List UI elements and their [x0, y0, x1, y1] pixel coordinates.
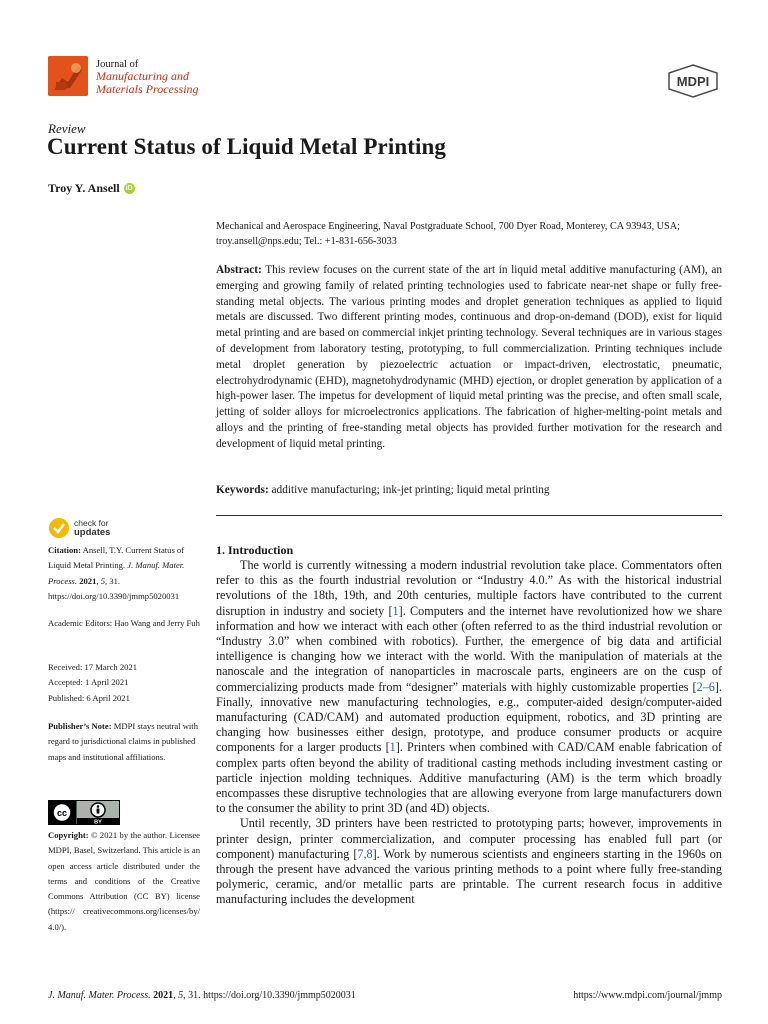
journal-logo: [48, 56, 88, 96]
abstract-text: This review focuses on the current state of the art in liquid metal additive manufacturing (AM), an emerging and growing family of related printing technologies used to fabricate near-net shape or fully free-standing metal objects. The various printing modes and droplet generation techniques as applied to liquid metals are discussed. Two different printing modes, continuous and drop-on-demand (DOD), exist for liquid metal printing and are based on commercial inkjet printing technology. Several techniques are in various stages of development from laboratory testing, prototyping, to full commercialization. Printing techniques include metal droplet generation by piezoelectric actuation or impact-driven, electrostatic, pneumatic, electrohydrodynamic (EHD), magnetohydrodynamic (MHD) ejection, or droplet generation by application of a high-power laser. The impetus for development of liquid metal printing was the precise, and often small scale, jetting of solder alloys for microelectronics applications. The fabrication of higher-melting-point metals and alloys and the printing of free-standing metal objects has provided further motivation for the research and development of liquid metal printing.: [216, 264, 722, 450]
article-dates: [48, 660, 200, 706]
author-name[interactable]: Troy Y. Ansell: [48, 181, 120, 195]
paragraph: Until recently, 3D printers have been restricted to prototyping parts; however, improvements in printer design, printer commercialization, and computer processing has enabled full part (or component) manufacturing [7,8]. Work by numerous scientists and engineers starting in the 1960s on through the present have advanced the various printing methods to a point where fully free-standing polymeric, ceramic, and/or metallic parts are printable. The current research focus in additive manufacturing includes the development: [216, 816, 722, 907]
citation-year: 2021: [79, 575, 97, 586]
citation-journal: J. Manuf. Mater. Process.: [48, 560, 185, 586]
article-title: Current Status of Liquid Metal Printing: [47, 134, 446, 159]
copyright: [48, 828, 200, 935]
keywords-text: additive manufacturing; ink-jet printing; liquid metal printing: [271, 484, 550, 496]
abstract: [216, 263, 722, 453]
journal-prefix: Journal of: [96, 59, 139, 70]
mdpi-logo: [666, 64, 720, 98]
affiliation-contact: troy.ansell@nps.edu; Tel.: +1-831-656-3033: [216, 236, 397, 247]
citation-text: Ansell, T.Y. Current Status of Liquid Metal Printing.: [48, 545, 185, 571]
copyright-label: Copyright:: [48, 830, 89, 840]
cc-by-license-badge[interactable]: [48, 800, 120, 825]
check-updates-line1: check for: [74, 518, 109, 528]
person-icon: [97, 805, 100, 808]
reference-link[interactable]: 2–6: [696, 679, 715, 694]
citation: Citation: Ansell, T.Y. Current Status of Liquid Metal Printing. J. Manuf. Mater. Process. 2021, 5, 31. https://doi.org/10.3390/jmmp5020031: [48, 545, 185, 601]
reference-link[interactable]: 1: [392, 603, 399, 618]
keywords: [216, 483, 722, 499]
publisher-note-text: MDPI stays neutral with regard to jurisdictional claims in published maps and institutional affiliations.: [48, 721, 198, 762]
citation-volume: 5: [100, 575, 105, 586]
publisher-note: [48, 719, 200, 765]
article-type: Review: [48, 121, 86, 136]
body-text: [216, 558, 722, 908]
cc-icon: cc: [56, 808, 68, 818]
footer-journal-url[interactable]: https://www.mdpi.com/journal/jmmp: [573, 990, 722, 1001]
check-for-updates-badge[interactable]: [48, 515, 158, 541]
date-published: Published: 6 April 2021: [48, 692, 130, 703]
publisher-note-label: Publisher’s Note:: [48, 721, 112, 731]
check-updates-line2: updates: [74, 527, 111, 538]
citation-label: Citation:: [48, 545, 81, 555]
keywords-label: Keywords:: [216, 484, 269, 496]
mdpi-logo-text: MDPI: [676, 74, 710, 89]
journal-name: [96, 70, 199, 96]
affiliation: [216, 219, 722, 249]
journal-name-line1: Manufacturing and: [96, 69, 189, 83]
footer-citation: J. Manuf. Mater. Process. 2021, 5, 31. https://doi.org/10.3390/jmmp5020031: [48, 990, 356, 1001]
academic-editors: Academic Editors: Hao Wang and Jerry Fuh: [48, 618, 200, 628]
citation-doi[interactable]: , 31. https://doi.org/10.3390/jmmp5020031: [48, 575, 180, 601]
section-divider: [216, 515, 722, 516]
date-accepted: Accepted: 1 April 2021: [48, 677, 129, 688]
copyright-text: © 2021 by the author. Licensee MDPI, Basel, Switzerland. This article is an open access article distributed under the terms and conditions of the Creative Commons Attribution (CC BY) license (https:// creativecommons.org/licenses/by/ 4.0/).: [48, 830, 200, 932]
affiliation-line1: Mechanical and Aerospace Engineering, Naval Postgraduate School, 700 Dyer Road, Monterey, CA 93943, USA;: [216, 221, 680, 232]
orcid-icon[interactable]: iD: [125, 185, 133, 192]
paragraph: The world is currently witnessing a modern industrial revolution take place. Commentators often refer to this as the fourth industrial revolution or “Industry 4.0.” As with the historical industrial revolutions of the 18th, 19th, and 20th centuries, multiple factors have contributed to the current disruption in industry and society [1]. Computers and the internet have revolutionized how we share information and how we interact with each other (often referred to as the third industrial revolution or “Industry 3.0” when combined with robotics). Further, the emergence of big data and artificial intelligence is changing how we interact with the world. With the manipulation of materials at the nanoscale and the integration of nanoparticles in macroscale parts, engineers are on the cusp of commercializing products made from “designer” materials with highly customizable properties [2–6]. Finally, innovative new manufacturing technologies, e.g., computer-aided design/computer-aided manufacturing (CAD/CAM) and automated production equipment, robotics, and 3D printing are changing how businesses either design, prototype, and produce consumer products or acquire components for a larger products [1]. Printers when combined with CAD/CAM enable fabrication of complex parts often beyond the ability of traditional casting methods including investment casting or particle injection molding techniques. Additive manufacturing (AM) is the term which broadly encompasses these disruptive technologies that are allowing everyone from large manufacturers down to the consumer the ability to print 3D (and 4D) objects.: [216, 558, 722, 816]
check-updates-icon: [48, 517, 70, 539]
section-heading: 1. Introduction: [216, 543, 294, 557]
cc-badge-label: BY: [94, 819, 102, 825]
date-received: Received: 17 March 2021: [48, 662, 138, 672]
journal-name-line2: Materials Processing: [96, 82, 199, 96]
reference-link[interactable]: 1: [389, 740, 396, 755]
reference-link[interactable]: 7,8: [357, 846, 373, 861]
author-line: [48, 181, 135, 196]
abstract-label: Abstract:: [216, 264, 262, 276]
